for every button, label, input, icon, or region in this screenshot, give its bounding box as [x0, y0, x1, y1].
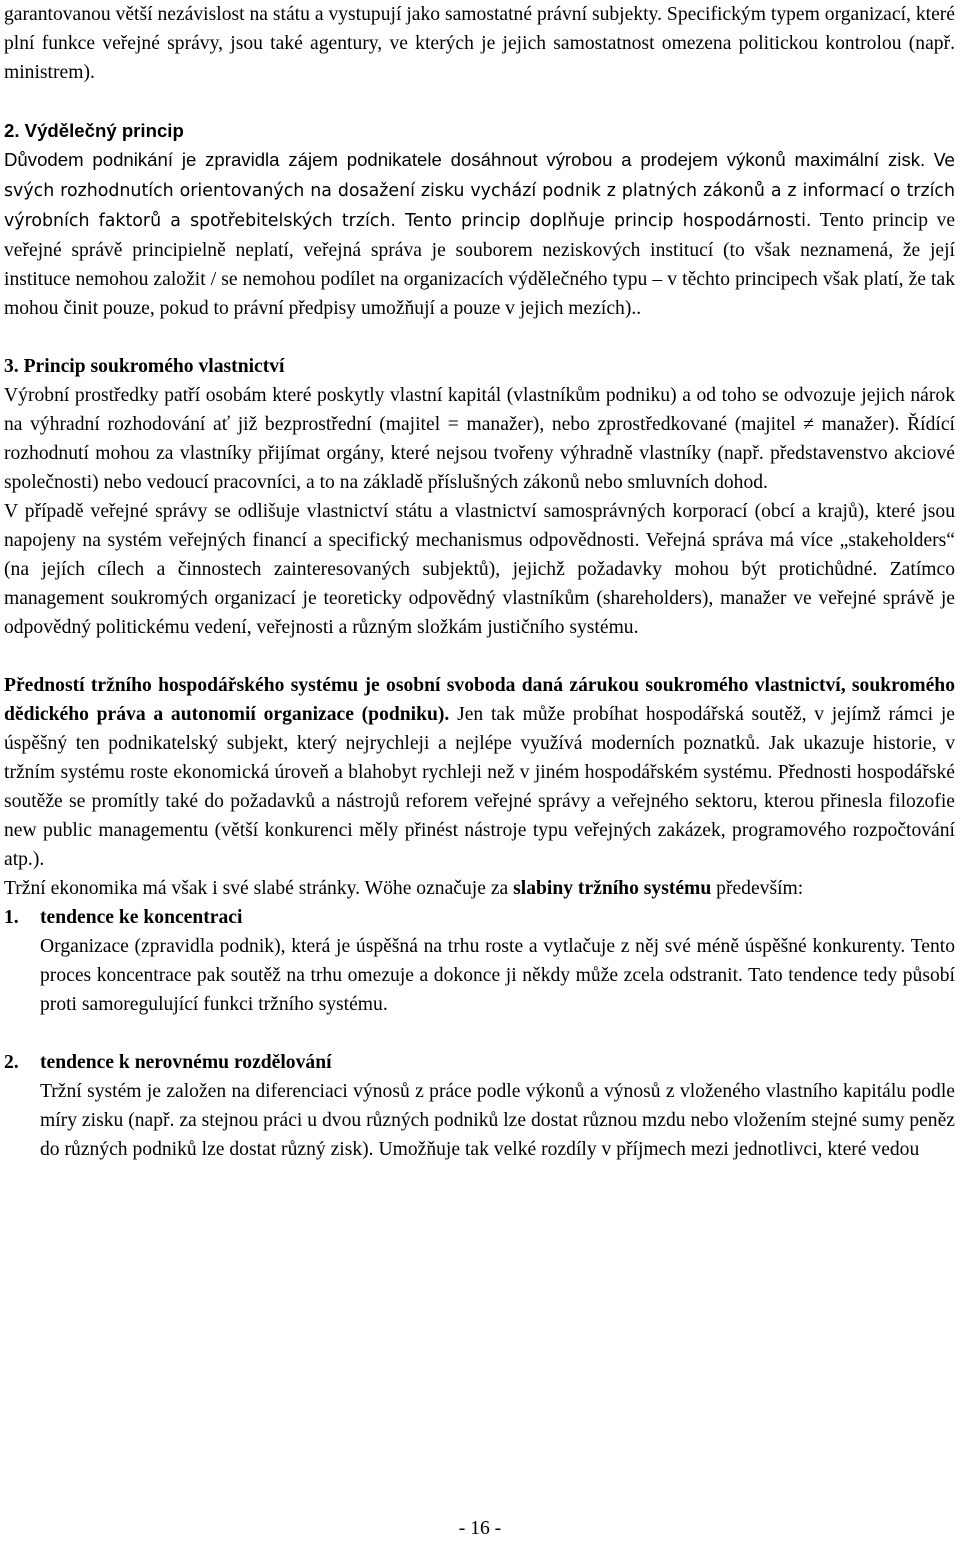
list-item-title: tendence k nerovnému rozdělování: [40, 1052, 332, 1073]
section-2-paragraph: [4, 145, 955, 323]
section-2-text-serif: Tento princip ve veřejné správě principielně neplatí, veřejná správa je souborem neziskových institucí (to však neznamená, že její instituce nemohou založit / se nemohou podílet na organizacích výdělečného typu – v těchto principech však platí, že tak mohou činit pouze, pokud to právní předpisy umožňují a pouze v jejich mezích)..: [4, 210, 956, 319]
list-item-text: Organizace (zpravidla podnik), která je úspěšná na trhu roste a vytlačuje z něj své méně úspěšné konkurenty. Tento proces koncentrace pak soutěž na trhu omezuje a dokonce ji někdy může zcela odstranit. Tato tendence tedy působí proti samoregulující funkci tržního systému.: [40, 936, 955, 1015]
spacer: [4, 323, 955, 352]
section-3-paragraph-1: Výrobní prostředky patří osobám které poskytly vlastní kapitál (vlastníkům podniku) a od toho se odvozuje jejich nárok na výhradní rozhodování ať již bezprostřední (majitel = manažer), nebo zprostředkované (majitel ≠ manažer). Řídící rozhodnutí mohou za vlastníky přijímat orgány, které nejsou tvořeny výhradně vlastníky (např. představenstvo akciové společnosti) nebo vedoucí pracovníci, a to na základě příslušných zákonů nebo smluvních dohod.: [4, 385, 955, 493]
list-item-number: 2.: [4, 1052, 19, 1073]
document-page: [4, 0, 955, 1164]
advantages-bold: Předností tržního hospodářského systému je osobní svoboda daná zárukou soukromého vlastnictví, soukromého dědického práva a autonomií organizace (podniku).: [4, 675, 955, 725]
section-2-text-mixed: Ve svých rozhodnutích orientovaných na dosažení zisku vychází podnik z platných zákonů a z informací o trzích výrobních faktorů a spotřebitelských trzích. Tento princip doplňuje princip hospodárnosti.: [4, 151, 955, 231]
list-item: [4, 1048, 955, 1164]
weaknesses-intro: [4, 874, 955, 903]
advantages-paragraph: [4, 671, 955, 874]
weaknesses-bold: slabiny tržního systému: [513, 878, 712, 899]
list-item-text: Tržní systém je založen na diferenciaci výnosů z práce podle výkonů a výnosů z vloženého vlastního kapitálu podle míry zisku (např. za stejnou práci u dvou různých podniků lze dostat různou mzdu nebo vložením stejné sumy peněz do různých podniků lze dostat různý zisk). Umožňuje tak velké rozdíly v příjmech mezi jednotlivci, které vedou: [40, 1081, 955, 1160]
list-item: [4, 903, 955, 1019]
section-3-heading: 3. Princip soukromého vlastnictví: [4, 356, 285, 377]
intro-line-1: garantovanou větší nezávislost na státu a vystupují jako samostatné právní subjekty.: [4, 4, 662, 25]
weaknesses-post: především:: [711, 878, 804, 899]
weaknesses-pre: Tržní ekonomika má však i své slabé stránky. Wöhe označuje za: [4, 878, 514, 899]
intro-rest: Specifickým typem organizací, které plní funkce veřejné správy, jsou také agentury, ve kterých je jejich samostatnost omezena politickou kontrolou (např. ministrem).: [4, 4, 955, 83]
section-2-text-sans: Důvodem podnikání je zpravidla zájem podnikatele dosáhnout výrobou a prodejem výkonů maximální zisk.: [4, 149, 926, 170]
advantages-text: Jen tak může probíhat hospodářská soutěž, v jejímž rámci je úspěšný ten podnikatelský subjekt, který nejrychleji a nejlépe využívá moderních poznatků. Jak ukazuje historie, v tržním systému roste ekonomická úroveň a blahobyt rychleji než v jiném hospodářském systému. Přednosti hospodářské soutěže se promítly také do požadavků a nástrojů reforem veřejné správy a veřejného sektoru, kterou přinesla filozofie new public managementu (větší konkurenci měly přinést nástroje typu veřejných zakázek, programového rozpočtování atp.).: [4, 704, 955, 870]
spacer: [4, 1019, 955, 1048]
section-3-paragraph-2: V případě veřejné správy se odlišuje vlastnictví státu a vlastnictví samosprávných korporací (obcí a krajů), které jsou napojeny na systém veřejných financí a specifický mechanismus odpovědnosti. Veřejná správa má více „stakeholders“ (na jejích cílech a činnostech zainteresovaných subjektů), jejichž požadavky mohou být protichůdné. Zatímco management soukromých organizací je teoreticky odpovědný vlastníkům (shareholders), manažer ve veřejné správě je odpovědný politickému vedení, veřejnosti a různým složkám justičního systému.: [4, 501, 955, 638]
spacer: [4, 642, 955, 671]
list-item-title: tendence ke koncentraci: [40, 907, 243, 928]
section-2-heading: 2. Výdělečný princip: [4, 120, 184, 141]
list-item-number: 1.: [4, 907, 19, 928]
intro-paragraph: [4, 0, 955, 87]
page-number: - 16 -: [458, 1518, 502, 1539]
spacer: [4, 87, 955, 116]
